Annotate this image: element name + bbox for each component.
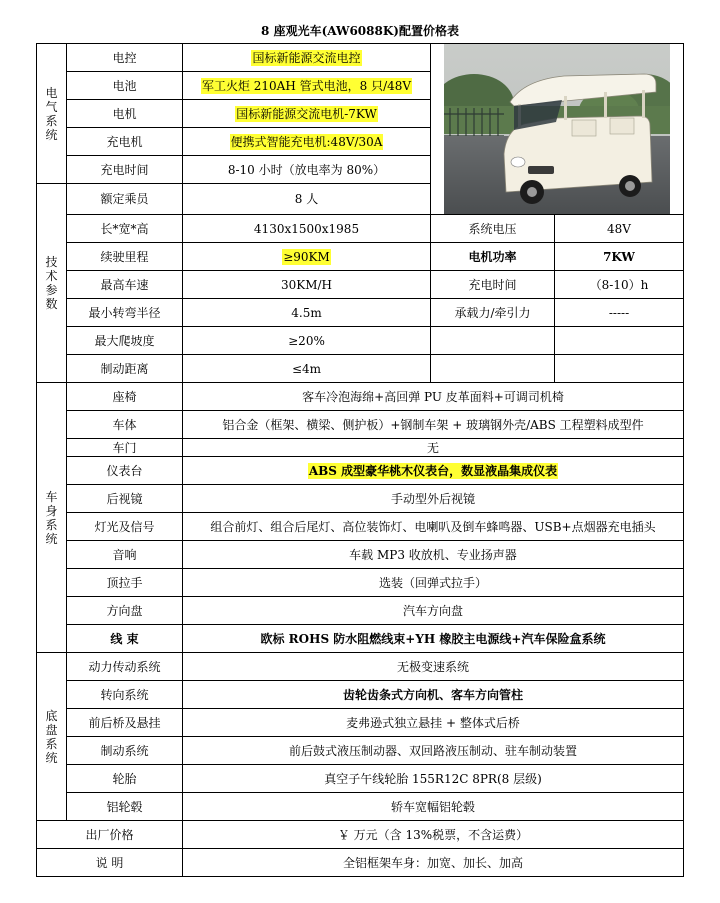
row-label-2 — [431, 327, 555, 355]
row-value: ≤4m — [183, 355, 431, 383]
row-value: 汽车方向盘 — [183, 597, 684, 625]
row-label-2 — [431, 355, 555, 383]
row-label: 前后桥及悬挂 — [67, 709, 183, 737]
row-value: ≥90KM — [183, 243, 431, 271]
row-value: 轿车宽幅铝轮毂 — [183, 793, 684, 821]
note-value: 全铝框架车身：加宽、加长、加高 — [183, 849, 684, 877]
row-label-2: 电机功率 — [431, 243, 555, 271]
table-row — [37, 597, 684, 625]
row-label-2: 承载力/牵引力 — [431, 299, 555, 327]
table-row — [37, 709, 684, 737]
table-row — [37, 271, 684, 299]
row-label: 车门 — [67, 439, 183, 457]
row-value: 麦弗逊式独立悬挂 + 整体式后桥 — [183, 709, 684, 737]
price-label: 出厂价格 — [37, 821, 183, 849]
row-value: 无 — [183, 439, 684, 457]
row-label: 铝轮毂 — [67, 793, 183, 821]
table-row — [37, 457, 684, 485]
row-value: 组合前灯、组合后尾灯、高位装饰灯、电喇叭及倒车蜂鸣器、USB+点烟器充电插头 — [183, 513, 684, 541]
config-price-table — [36, 43, 684, 877]
row-label: 电池 — [67, 72, 183, 100]
table-row — [37, 327, 684, 355]
row-label: 转向系统 — [67, 681, 183, 709]
row-label: 长*宽*高 — [67, 215, 183, 243]
table-row — [37, 569, 684, 597]
table-row — [37, 299, 684, 327]
row-value: 铝合金（框架、横梁、侧护板）+钢制车架 + 玻璃钢外壳/ABS 工程塑料成型件 — [183, 411, 684, 439]
row-label: 动力传动系统 — [67, 653, 183, 681]
vehicle-photo-cell — [431, 44, 684, 215]
row-label: 续驶里程 — [67, 243, 183, 271]
row-label: 充电机 — [67, 128, 183, 156]
table-row — [37, 821, 684, 849]
table-row — [37, 513, 684, 541]
table-row — [37, 765, 684, 793]
table-row — [37, 439, 684, 457]
row-value: ABS 成型豪华桃木仪表台，数显液晶集成仪表 — [183, 457, 684, 485]
sightseeing-car-photo — [444, 44, 670, 214]
row-label-2: 充电时间 — [431, 271, 555, 299]
row-value: 4130x1500x1985 — [183, 215, 431, 243]
row-value: 欧标 ROHS 防水阻燃线束+YH 橡胶主电源线+汽车保险盒系统 — [183, 625, 684, 653]
section-chassis: 底盘系统 — [37, 653, 67, 821]
row-label: 顶拉手 — [67, 569, 183, 597]
row-label: 轮胎 — [67, 765, 183, 793]
table-row — [37, 215, 684, 243]
row-label: 充电时间 — [67, 156, 183, 184]
row-label: 额定乘员 — [67, 184, 183, 215]
table-row — [37, 541, 684, 569]
row-value-2: 7KW — [555, 243, 684, 271]
section-technical: 技术参数 — [37, 184, 67, 383]
table-row — [37, 243, 684, 271]
table-row — [37, 383, 684, 411]
table-row — [37, 849, 684, 877]
row-value-2 — [555, 327, 684, 355]
row-value-2: （8-10）h — [555, 271, 684, 299]
table-row — [37, 355, 684, 383]
table-row — [37, 485, 684, 513]
row-value: 8-10 小时（放电率为 80%） — [183, 156, 431, 184]
row-label: 制动距离 — [67, 355, 183, 383]
row-value: 选装（回弹式拉手） — [183, 569, 684, 597]
row-label: 最高车速 — [67, 271, 183, 299]
row-value: ≥20% — [183, 327, 431, 355]
row-label: 电控 — [67, 44, 183, 72]
table-row — [37, 681, 684, 709]
price-value: ￥ 万元（含 13%税票，不含运费） — [183, 821, 684, 849]
row-value: 国标新能源交流电机-7KW — [183, 100, 431, 128]
row-value: 30KM/H — [183, 271, 431, 299]
row-value: 8 人 — [183, 184, 431, 215]
row-label: 灯光及信号 — [67, 513, 183, 541]
row-label: 车体 — [67, 411, 183, 439]
page-title: 8 座观光车(AW6088K)配置价格表 — [261, 24, 459, 38]
row-value-2 — [555, 355, 684, 383]
row-value: 军工火炬 210AH 管式电池，8 只/48V — [183, 72, 431, 100]
row-label: 方向盘 — [67, 597, 183, 625]
row-label: 最小转弯半径 — [67, 299, 183, 327]
row-label: 座椅 — [67, 383, 183, 411]
table-row — [37, 411, 684, 439]
note-label: 说 明 — [37, 849, 183, 877]
row-value: 便携式智能充电机:48V/30A — [183, 128, 431, 156]
row-label: 电机 — [67, 100, 183, 128]
row-value-2: ----- — [555, 299, 684, 327]
section-electrical: 电气系统 — [37, 44, 67, 184]
row-value: 国标新能源交流电控 — [183, 44, 431, 72]
row-label: 后视镜 — [67, 485, 183, 513]
table-row — [37, 625, 684, 653]
row-value: 前后鼓式液压制动器、双回路液压制动、驻车制动装置 — [183, 737, 684, 765]
table-row — [37, 793, 684, 821]
row-label: 线 束 — [67, 625, 183, 653]
row-label: 制动系统 — [67, 737, 183, 765]
row-value: 真空子午线轮胎 155R12C 8PR(8 层级) — [183, 765, 684, 793]
row-value: 客车冷泡海绵+高回弹 PU 皮革面料+可调司机椅 — [183, 383, 684, 411]
row-value: 4.5m — [183, 299, 431, 327]
row-value: 齿轮齿条式方向机、客车方向管柱 — [183, 681, 684, 709]
table-row — [37, 653, 684, 681]
row-value: 无极变速系统 — [183, 653, 684, 681]
table-row — [37, 44, 684, 72]
row-label: 仪表台 — [67, 457, 183, 485]
row-value: 手动型外后视镜 — [183, 485, 684, 513]
row-label: 最大爬坡度 — [67, 327, 183, 355]
row-value-2: 48V — [555, 215, 684, 243]
row-value: 车载 MP3 收放机、专业扬声器 — [183, 541, 684, 569]
table-row — [37, 737, 684, 765]
row-label: 音响 — [67, 541, 183, 569]
section-body: 车身系统 — [37, 383, 67, 653]
row-label-2: 系统电压 — [431, 215, 555, 243]
